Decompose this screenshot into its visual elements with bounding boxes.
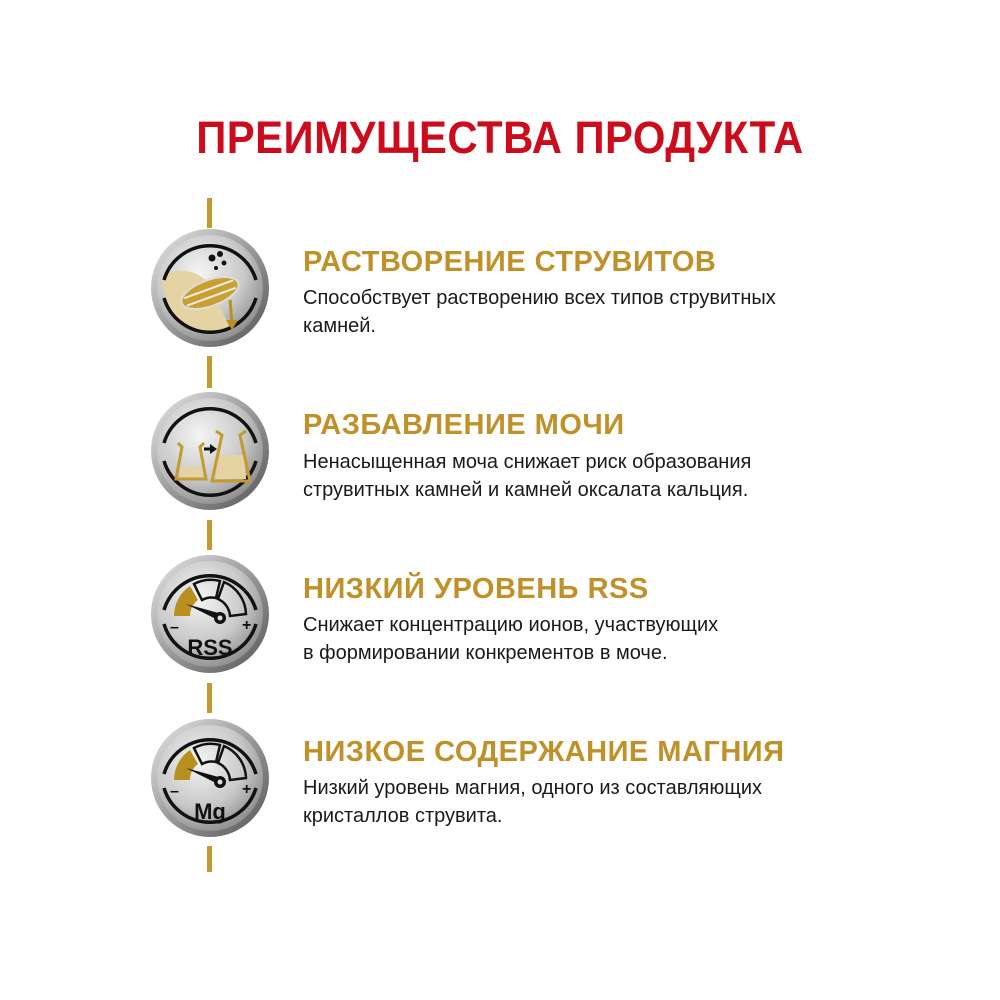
description-line: Способствует растворению всех типов струвитных [303,287,776,309]
svg-text:+: + [242,781,252,798]
benefit-description [303,284,776,340]
magnesium-gauge-icon [150,718,270,838]
icon-label: Mg [194,799,226,824]
benefit-heading: РАЗБАВЛЕНИЕ МОЧИ [303,409,625,441]
description-line: в формировании конкрементов в моче. [303,642,668,664]
description-line: Ненасыщенная моча снижает риск образования [303,451,752,473]
benefit-heading: НИЗКИЙ УРОВЕНЬ RSS [303,573,649,605]
svg-text:–: – [170,783,179,800]
rss-gauge-icon [150,554,270,674]
description-line: струвитных камней и камней оксалата кальция. [303,479,749,501]
timeline-segment [207,846,212,872]
svg-text:+: + [242,617,252,634]
benefit-heading: НИЗКОЕ СОДЕРЖАНИЕ МАГНИЯ [303,736,785,768]
timeline-segment [207,198,212,228]
icon-label: RSS [187,635,233,660]
page-title: ПРЕИМУЩЕСТВА ПРОДУКТА [196,112,804,163]
description-line: Низкий уровень магния, одного из составляющих [303,777,762,799]
struvite-dissolution-icon [150,228,270,348]
urine-dilution-icon [150,391,270,511]
benefit-heading: РАСТВОРЕНИЕ СТРУВИТОВ [303,246,717,278]
description-line: Снижает концентрацию ионов, участвующих [303,614,719,636]
timeline-segment [207,683,212,713]
description-line: кристаллов струвита. [303,805,503,827]
timeline-segment [207,520,212,550]
benefit-description [303,448,751,504]
description-line: камней. [303,315,376,337]
timeline-segment [207,356,212,388]
benefit-description [303,611,718,667]
benefit-description [303,774,762,830]
svg-text:–: – [170,619,179,636]
